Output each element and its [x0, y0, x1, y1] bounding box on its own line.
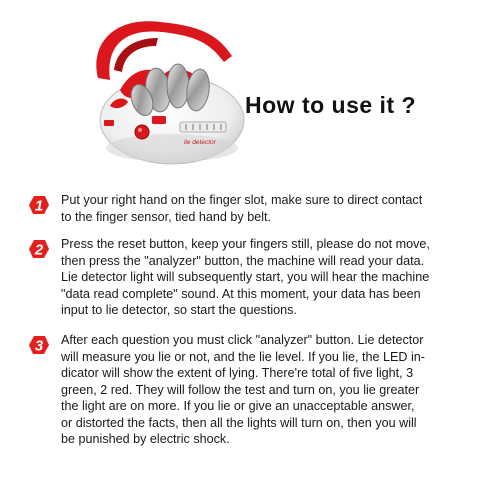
number-1-icon: [26, 194, 50, 216]
finger-slot: [167, 64, 189, 108]
step-line: the light are on more. If you lie or give an unacceptable answer,: [61, 399, 415, 413]
page-title: How to use it ?: [245, 92, 417, 118]
number-2-icon: [26, 238, 50, 260]
step-line: to the finger sensor, tied hand by belt.: [61, 209, 272, 224]
step-1-text: [61, 192, 485, 225]
led-strip: [180, 122, 226, 132]
step-2-text: [61, 236, 485, 319]
step-line: Lie detector light will subsequently start, you will hear the machine: [61, 270, 430, 284]
step-line: Press the reset button, keep your fingers still, please do not move,: [61, 237, 430, 251]
step-line: green, 2 red. They will follow the test and turn on, you lie greater: [61, 382, 420, 397]
step-line: or distorted the facts, then all the lights will turn on, then you will: [61, 415, 417, 430]
red-button: [135, 125, 149, 139]
step-line: After each question you must click "analyzer" button. Lie detector: [61, 333, 424, 347]
step-line: be punished by electric shock.: [61, 432, 230, 446]
step-line: will measure you lie or not, and the lie level. If you lie, the LED in-: [61, 349, 426, 364]
lie-detector-device-image: [80, 8, 250, 173]
svg-text:3: 3: [34, 337, 44, 355]
svg-text:1: 1: [34, 197, 44, 215]
product-banner: [0, 0, 500, 175]
number-3-icon: [26, 334, 50, 356]
step-line: input to lie detector, so start the questions.: [61, 303, 297, 317]
step-3-text: [61, 332, 485, 448]
step-line: "data read complete" sound. At this moment, your data has been: [61, 286, 421, 301]
step-line: Put your right hand on the finger slot, make sure to direct contact: [61, 193, 423, 207]
red-strap: [96, 21, 232, 80]
device-label: lie detector: [184, 139, 216, 146]
step-line: dicator will show the extent of lying. There're total of five light, 3: [61, 366, 414, 380]
svg-text:2: 2: [34, 241, 44, 259]
step-line: then press the "analyzer" button, the machine will read your data.: [61, 253, 425, 268]
